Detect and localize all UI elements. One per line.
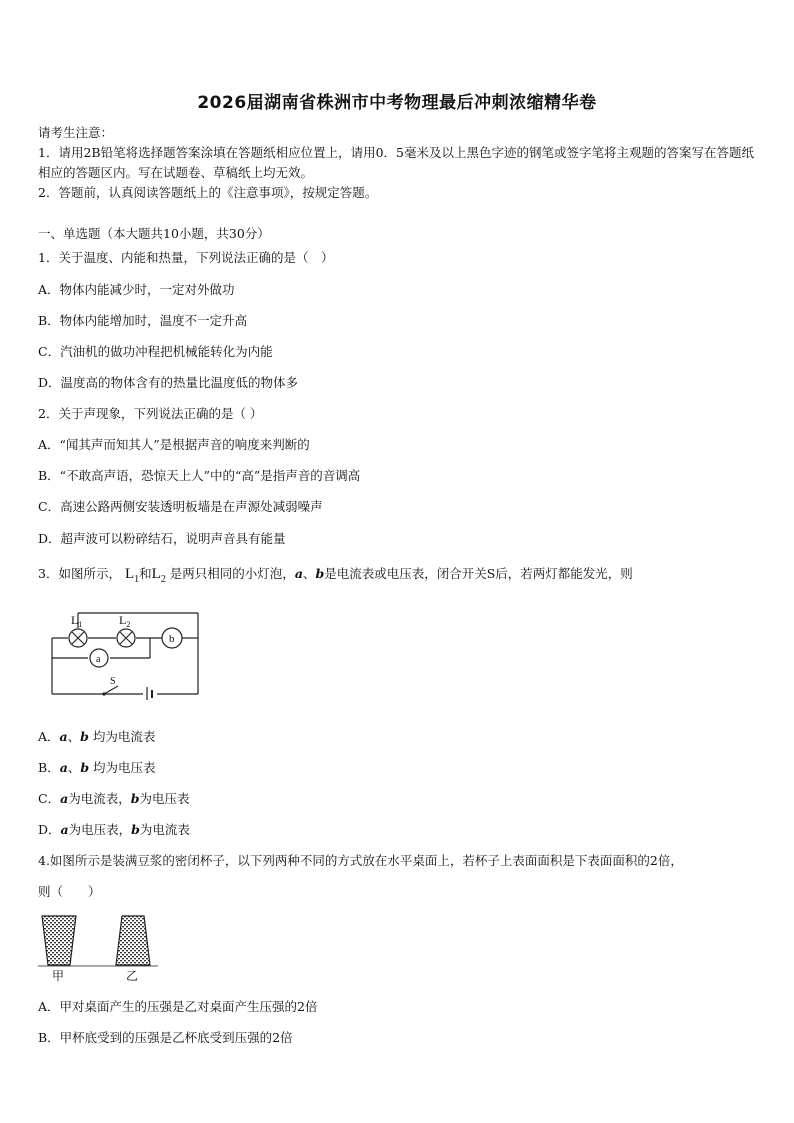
lamp-l1-label: $L_1$ — [71, 613, 83, 629]
switch-label: S — [110, 676, 116, 687]
lamp-symbol: L — [124, 566, 135, 582]
cup-yi-label: 乙 — [126, 969, 139, 983]
sep: 、 — [67, 729, 81, 744]
cup-jia-icon — [42, 916, 76, 965]
q1-option-d: D．温度高的物体含有的热量比温度低的物体多 — [38, 375, 299, 390]
var-b: b — [80, 760, 90, 775]
q2-stem: 2．关于声现象，下列说法正确的是（ ） — [38, 406, 263, 421]
var-a: a — [59, 729, 68, 744]
page-title: 2026届湖南省株洲市中考物理最后冲刺浓缩精华卷 — [197, 93, 597, 113]
var-b: b — [130, 791, 140, 806]
notice-heading: 请考生注意： — [38, 125, 114, 140]
option-text: 为电压表， — [68, 822, 132, 837]
q1-option-c: C．汽油机的做功冲程把机械能转化为内能 — [38, 344, 273, 359]
q3-stem-lamp2 — [151, 566, 166, 585]
q3-stem-suffix: 是电流表或电压表，闭合开关S后，若两灯都能发光，则 — [324, 566, 633, 581]
var-a: a — [60, 791, 69, 806]
q2-option-a: A．“闻其声而知其人”是根据声音的响度来判断的 — [38, 437, 310, 452]
option-text: 均为电流表 — [92, 729, 156, 744]
meter-b-label: b — [169, 633, 175, 645]
option-prefix: C． — [38, 791, 61, 806]
battery-icon — [143, 687, 157, 700]
cup-yi-icon — [116, 916, 150, 965]
q4-option-a: A．甲对桌面产生的压强是乙对桌面产生压强的2倍 — [38, 999, 318, 1014]
var-b: b — [80, 729, 89, 744]
q2-option-b: B．“不敢高声语，恐惊天上人”中的“高”是指声音的音调高 — [38, 468, 361, 483]
q4-stem-line1: 4.如图所示是装满豆浆的密闭杯子，以下列两种不同的方式放在水平桌面上，若杯子上表面面积是下表面面积的2倍， — [38, 853, 683, 868]
q2-option-c: C．高速公路两侧安装透明板墙是在声源处减弱噪声 — [38, 499, 323, 514]
option-text: 为电流表， — [68, 791, 131, 806]
section-heading: 一、单选题（本大题共10小题，共30分） — [38, 226, 270, 241]
q3-stem-sep: 、 — [302, 566, 316, 581]
sep: 、 — [67, 760, 81, 775]
q3-stem-a: a — [294, 566, 303, 581]
lamp-sub: 2 — [160, 574, 166, 585]
q1-option-b: B．物体内能增加时，温度不一定升高 — [38, 313, 248, 328]
var-a: a — [60, 822, 69, 837]
option-prefix: B． — [38, 760, 60, 775]
lamp-sub: 1 — [134, 574, 140, 585]
q3-option-a — [38, 729, 155, 745]
q3-stem-b: b — [315, 566, 325, 581]
lamp-l2-icon — [117, 629, 135, 647]
q3-stem-mid: 是两只相同的小灯泡， — [169, 566, 295, 581]
cup-jia-label: 甲 — [52, 969, 65, 983]
meter-a-label: a — [96, 654, 101, 665]
option-text: 为电压表 — [139, 791, 190, 806]
notice-item-2: 2．答题前，认真阅读答题纸上的《注意事项》，按规定答题。 — [38, 185, 378, 200]
q3-option-b — [38, 760, 156, 776]
var-a: a — [59, 760, 68, 775]
q4-option-b: B．甲杯底受到的压强是乙杯底受到压强的2倍 — [38, 1030, 293, 1045]
q3-stem-and: 和 — [139, 566, 152, 581]
q3-stem — [38, 566, 633, 588]
q3-stem-lamp1 — [124, 566, 140, 585]
q3-option-c — [38, 791, 189, 807]
lamp-l1-icon — [69, 629, 87, 647]
var-b: b — [131, 822, 140, 837]
q4-stem-line2: 则（ ） — [38, 884, 101, 899]
option-text: 为电流表 — [139, 822, 190, 837]
lamp-l2-label: $L_2$ — [119, 613, 131, 629]
circuit-diagram — [44, 608, 206, 700]
notice-item-1: 1．请用2B铅笔将选择题答案涂填在答题纸相应位置上，请用0．5毫米及以上黑色字迹的钢笔或签字笔将主观题的答案写在答题纸相应的答题区内。写在试题卷、草稿纸上均无效。 — [38, 145, 754, 180]
q1-stem: 1．关于温度、内能和热量，下列说法正确的是（ ） — [38, 250, 334, 265]
q3-option-d — [38, 822, 190, 838]
lamp-symbol: L — [151, 566, 161, 582]
q2-option-d: D．超声波可以粉碎结石，说明声音具有能量 — [38, 531, 286, 546]
option-prefix: A． — [38, 729, 60, 744]
option-text: 均为电压表 — [93, 760, 156, 775]
cups-diagram — [38, 910, 158, 984]
q3-stem-prefix: 3．如图所示， — [38, 566, 121, 581]
option-prefix: D． — [38, 822, 61, 837]
q1-option-a: A．物体内能减少时，一定对外做功 — [38, 282, 235, 297]
